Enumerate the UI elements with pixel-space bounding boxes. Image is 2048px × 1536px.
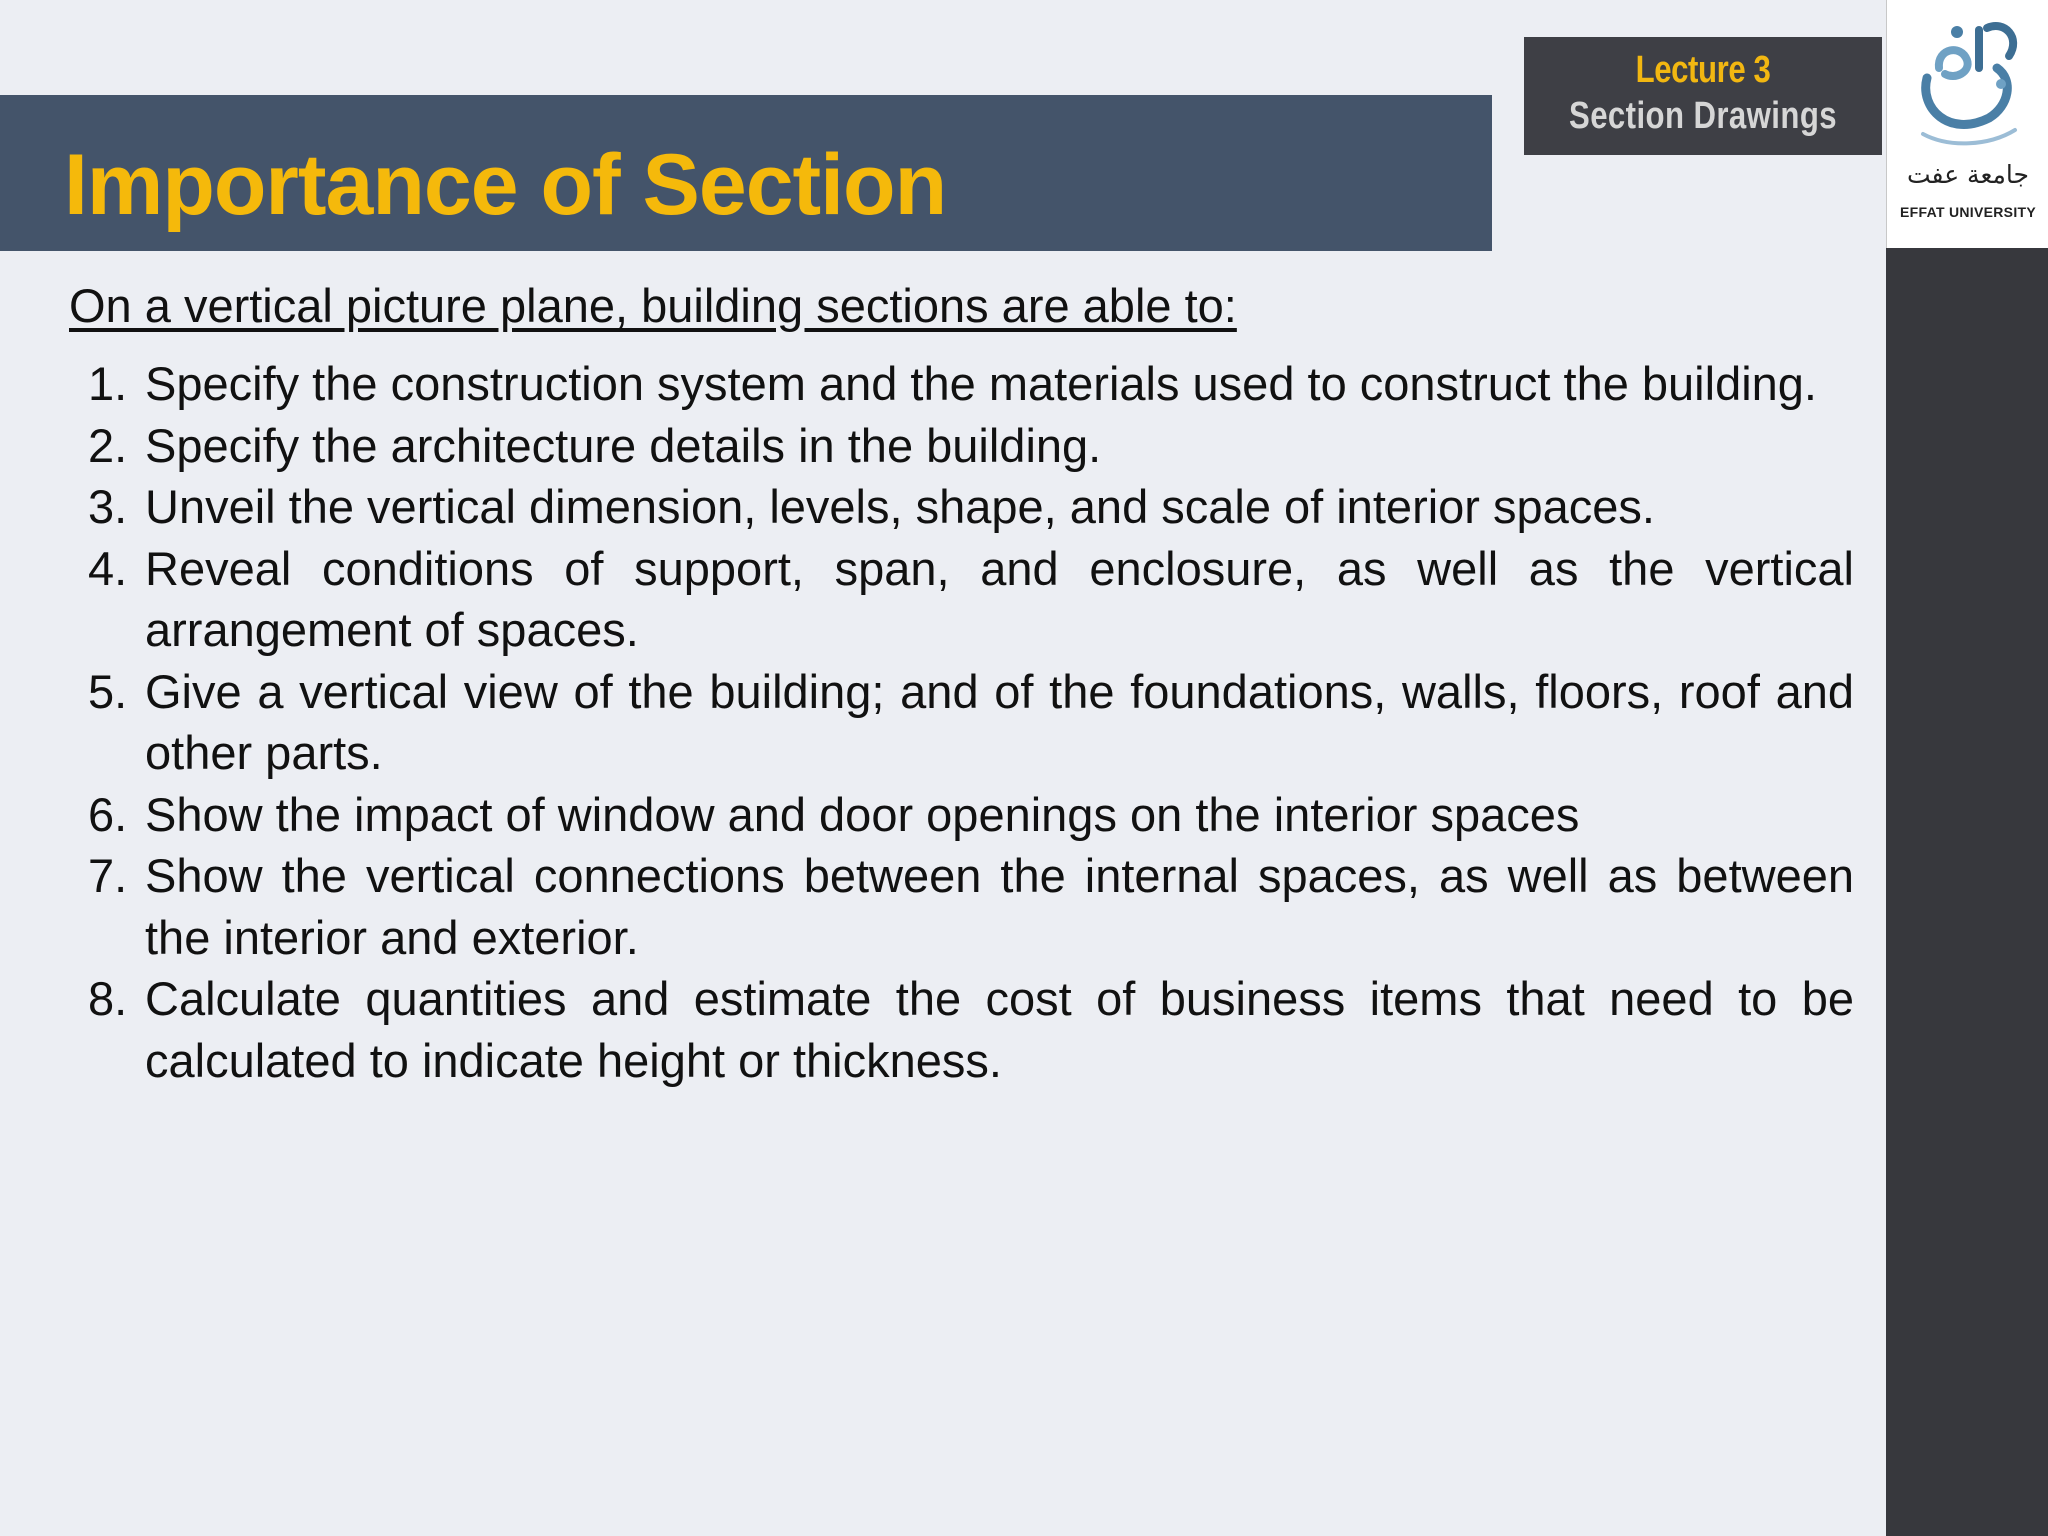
- item-number: 1.: [88, 357, 128, 410]
- item-text: Reveal conditions of support, span, and enclosure, as well as the vertical arrangement of spaces.: [145, 541, 1854, 656]
- list-item: [88, 538, 1854, 661]
- item-number: 8.: [88, 972, 128, 1025]
- list-item: [88, 661, 1854, 784]
- list-item: [88, 476, 1854, 538]
- item-number: 5.: [88, 664, 128, 718]
- numbered-list: [88, 353, 1854, 1091]
- item-text: Specify the architecture details in the building.: [145, 418, 1102, 472]
- lecture-badge: [1524, 37, 1882, 155]
- list-item: [88, 784, 1854, 846]
- item-text: Give a vertical view of the building; and of the foundations, walls, floors, roof and other parts.: [145, 664, 1854, 779]
- list-item: [88, 353, 1854, 415]
- title-band: [0, 95, 1492, 251]
- item-number: 2.: [88, 418, 128, 472]
- lecture-topic: Section Drawings: [1568, 95, 1838, 137]
- item-number: 7.: [88, 849, 128, 902]
- item-text: Calculate quantities and estimate the cost of business items that need to be calculated to indicate height or thickness.: [145, 972, 1854, 1087]
- logo-arabic-text: جامعة عفت: [1907, 160, 2029, 189]
- list-item: [88, 415, 1854, 477]
- item-text: Unveil the vertical dimension, levels, shape, and scale of interior spaces.: [145, 480, 1655, 533]
- university-logo: [1886, 0, 2048, 248]
- item-number: 4.: [88, 541, 128, 595]
- item-number: 6.: [88, 787, 128, 841]
- intro-text: On a vertical picture plane, building sections are able to:: [69, 279, 1237, 332]
- lecture-number: Lecture 3: [1635, 49, 1771, 91]
- item-text: Show the vertical connections between the internal spaces, as well as between the interior and exterior.: [145, 849, 1854, 964]
- item-text: Show the impact of window and door openings on the interior spaces: [145, 787, 1580, 841]
- logo-english-text: EFFAT UNIVERSITY: [1900, 204, 2036, 220]
- item-number: 3.: [88, 480, 128, 533]
- calligraphy-logo-icon: [1909, 8, 2027, 158]
- page-title: Importance of Section: [64, 137, 947, 233]
- list-item: [88, 968, 1854, 1091]
- item-text: Specify the construction system and the materials used to construct the building.: [145, 357, 1817, 410]
- list-item: [88, 845, 1854, 968]
